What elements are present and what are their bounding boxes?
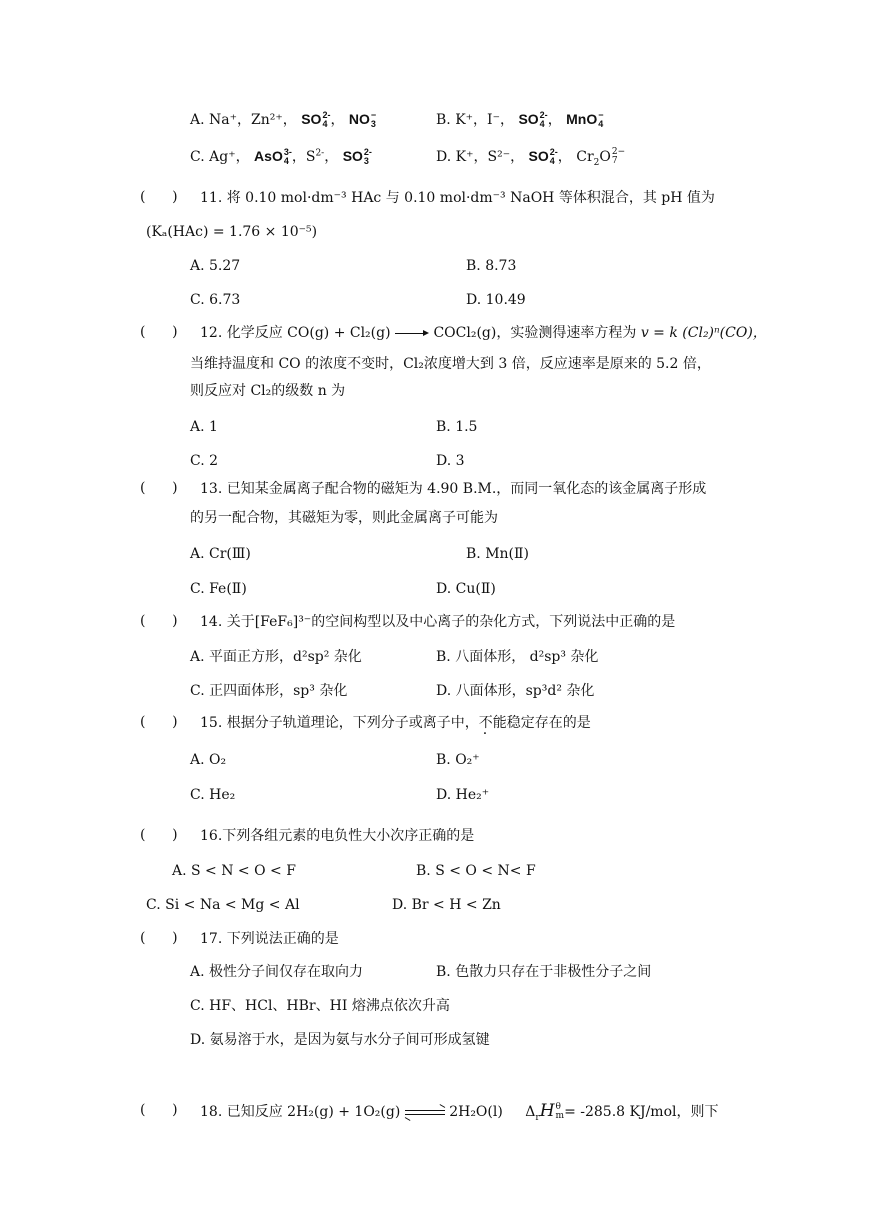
q17-line1: 17. 下列说法正确的是 (200, 931, 339, 947)
q10-option-b: B. K⁺，I⁻， SO 2- 4 ， MnO − 4 (436, 110, 604, 130)
q16-option-c: C. Si < Na < Mg < Al (146, 897, 300, 913)
q11-ka: (Kₐ(HAc) = 1.76 × 10⁻⁵) (146, 224, 318, 240)
q12-option-d: D. 3 (436, 453, 465, 469)
q12-option-c: C. 2 (190, 453, 219, 469)
enthalpy-symbol: $\Delta_rH$ θ m (525, 1101, 565, 1123)
reaction-arrow-icon (395, 328, 429, 338)
q13-option-c: C. Fe(Ⅱ) (190, 581, 247, 597)
q13-option-a: A. Cr(Ⅲ) (190, 546, 251, 562)
emphasis-dot: 不 (478, 715, 493, 731)
q17-answer-paren[interactable]: ( ) (140, 930, 178, 946)
q13-line2: 的另一配合物，其磁矩为零，则此金属离子可能为 (190, 510, 498, 526)
q15-answer-paren[interactable]: ( ) (140, 714, 178, 730)
q14-option-a: A. 平面正方形，d²sp² 杂化 (190, 649, 362, 665)
q14-option-c: C. 正四面体形，sp³ 杂化 (190, 683, 348, 699)
q14-answer-paren[interactable]: ( ) (140, 613, 178, 629)
q16-option-b: B. S < O < N< F (416, 863, 536, 879)
q11-option-b: B. 8.73 (466, 258, 517, 274)
q17-option-c: C. HF、HCl、HBr、HI 熔沸点依次升高 (190, 998, 450, 1014)
q12-line1: 12. 化学反应 CO(g) + Cl₂(g) COCl₂(g)，实验测得速率方程为 v = k (Cl₂)ⁿ(CO)， (200, 325, 767, 341)
q17-option-d: D. 氨易溶于水，是因为氨与水分子间可形成氢键 (190, 1032, 490, 1048)
q17-option-b: B. 色散力只存在于非极性分子之间 (436, 964, 652, 980)
q10-option-a: A. Na⁺，Zn²⁺， SO 2- 4 ， NO − 3 (190, 110, 377, 130)
q12-answer-paren[interactable]: ( ) (140, 324, 178, 340)
q15-option-d: D. He₂⁺ (436, 787, 490, 803)
q10-option-c: C. Ag⁺， AsO 3- 4 ，$S^{2-}$， SO 2- 3 (190, 147, 372, 167)
q14-option-d: D. 八面体形，sp³d² 杂化 (436, 683, 595, 699)
q12-line2: 当维持温度和 CO 的浓度不变时，Cl₂浓度增大到 3 倍，反应速率是原来的 5.2 倍， (190, 356, 711, 372)
q13-option-b: B. Mn(Ⅱ) (466, 546, 529, 562)
q16-option-a: A. S < N < O < F (172, 863, 296, 879)
q11-option-d: D. 10.49 (466, 292, 526, 308)
q11-option-a: A. 5.27 (190, 258, 241, 274)
q16-answer-paren[interactable]: ( ) (140, 827, 178, 843)
q14-line1: 14. 关于[FeF₆]³⁻的空间构型以及中心离子的杂化方式，下列说法中正确的是 (200, 614, 676, 630)
q12-line3: 则反应对 Cl₂的级数 n 为 (190, 383, 346, 399)
q15-option-c: C. He₂ (190, 787, 236, 803)
q13-line1: 13. 已知某金属离子配合物的磁矩为 4.90 B.M.，而同一氧化态的该金属离子形成 (200, 481, 707, 497)
equilibrium-arrow-icon (405, 1106, 445, 1118)
q11-answer-paren[interactable]: ( ) (140, 189, 178, 205)
q16-line1: 16.下列各组元素的电负性大小次序正确的是 (200, 828, 475, 844)
q11-option-c: C. 6.73 (190, 292, 241, 308)
q18-line1: 18. 已知反应 2H₂(g) + 1O₂(g) 2H₂O(l) $\Delta_rH$ θ m = -285.8 KJ/mol，则下 (200, 1101, 719, 1123)
q11-stem: 11. 将 0.10 mol·dm⁻³ HAc 与 0.10 mol·dm⁻³ NaOH 等体积混合，其 pH 值为 (200, 190, 715, 206)
q13-answer-paren[interactable]: ( ) (140, 480, 178, 496)
q10-option-d: D. K⁺，S²⁻， SO 2- 4 ， $Cr_2O$ 2− 7 (436, 147, 626, 168)
q13-option-d: D. Cu(Ⅱ) (436, 581, 496, 597)
q15-line1: 15. 根据分子轨道理论，下列分子或离子中，不能稳定存在的是 (200, 715, 591, 731)
q15-option-a: A. O₂ (190, 752, 227, 768)
q16-option-d: D. Br < H < Zn (392, 897, 501, 913)
q18-answer-paren[interactable]: ( ) (140, 1102, 178, 1118)
q14-option-b: B. 八面体形， d²sp³ 杂化 (436, 649, 599, 665)
q12-option-b: B. 1.5 (436, 419, 478, 435)
q12-option-a: A. 1 (190, 419, 218, 435)
q15-option-b: B. O₂⁺ (436, 752, 480, 768)
q17-option-a: A. 极性分子间仅存在取向力 (190, 964, 364, 980)
